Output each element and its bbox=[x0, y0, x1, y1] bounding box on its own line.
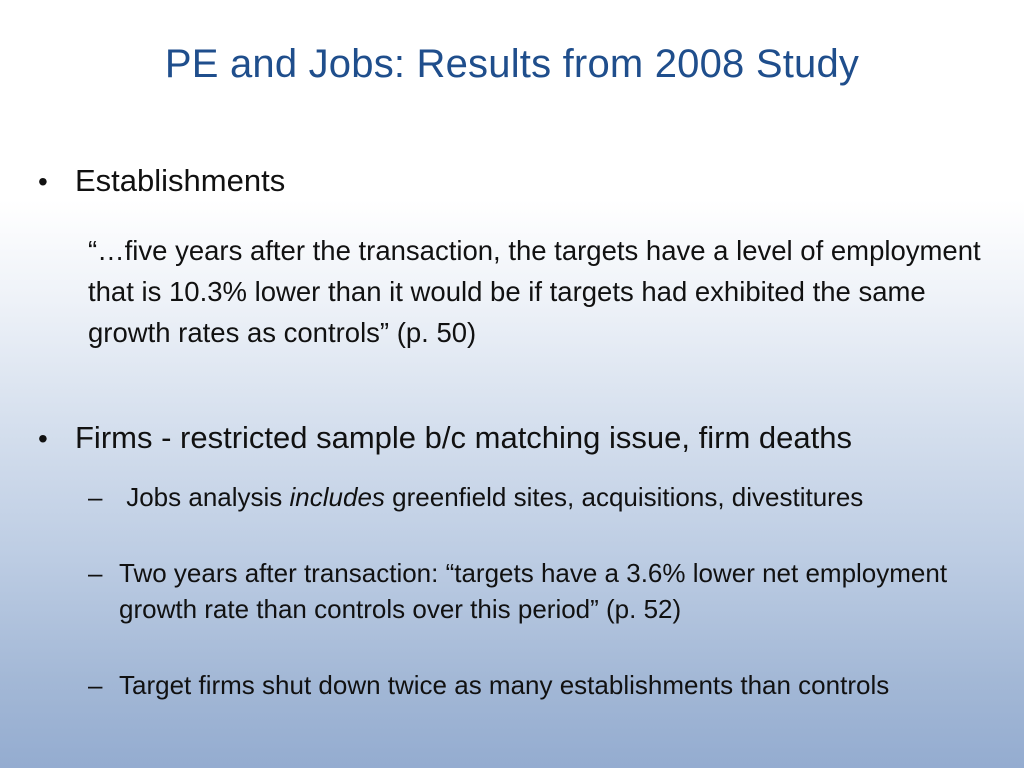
sub-item-text-pre: Jobs analysis bbox=[119, 482, 290, 512]
sub-item-text: Target firms shut down twice as many establishments than controls bbox=[119, 670, 890, 700]
dash-icon: – bbox=[88, 482, 103, 512]
sub-item-text-post: greenfield sites, acquisitions, divestitures bbox=[384, 482, 864, 512]
sub-item-jobs-analysis bbox=[88, 479, 989, 515]
sub-item-text: Two years after transaction: “targets have a 3.6% lower net employment growth rate than controls over this period” (p. 52) bbox=[119, 558, 948, 624]
dash-icon: – bbox=[88, 670, 103, 700]
slide-title: PE and Jobs: Results from 2008 Study bbox=[164, 42, 860, 86]
dash-icon: – bbox=[88, 558, 103, 588]
bullet-dot-icon: • bbox=[38, 166, 48, 197]
sub-item-two-years bbox=[88, 555, 989, 627]
sub-item-text bbox=[119, 479, 989, 515]
bullet-label: Firms - restricted sample b/c matching issue, firm deaths bbox=[75, 420, 852, 455]
bullet-establishments bbox=[38, 163, 285, 199]
establishments-quote: “…five years after the transaction, the targets have a level of employment that is 10.3% lower than it would be if targets had exhibited the same growth rates as controls” (p. 50) bbox=[88, 235, 981, 348]
bullet-label: Establishments bbox=[75, 163, 286, 198]
sub-item-shut-down bbox=[88, 667, 989, 703]
sub-item-text-emphasis: includes bbox=[289, 482, 385, 512]
bullet-dot-icon: • bbox=[38, 423, 48, 454]
bullet-firms bbox=[38, 420, 852, 456]
